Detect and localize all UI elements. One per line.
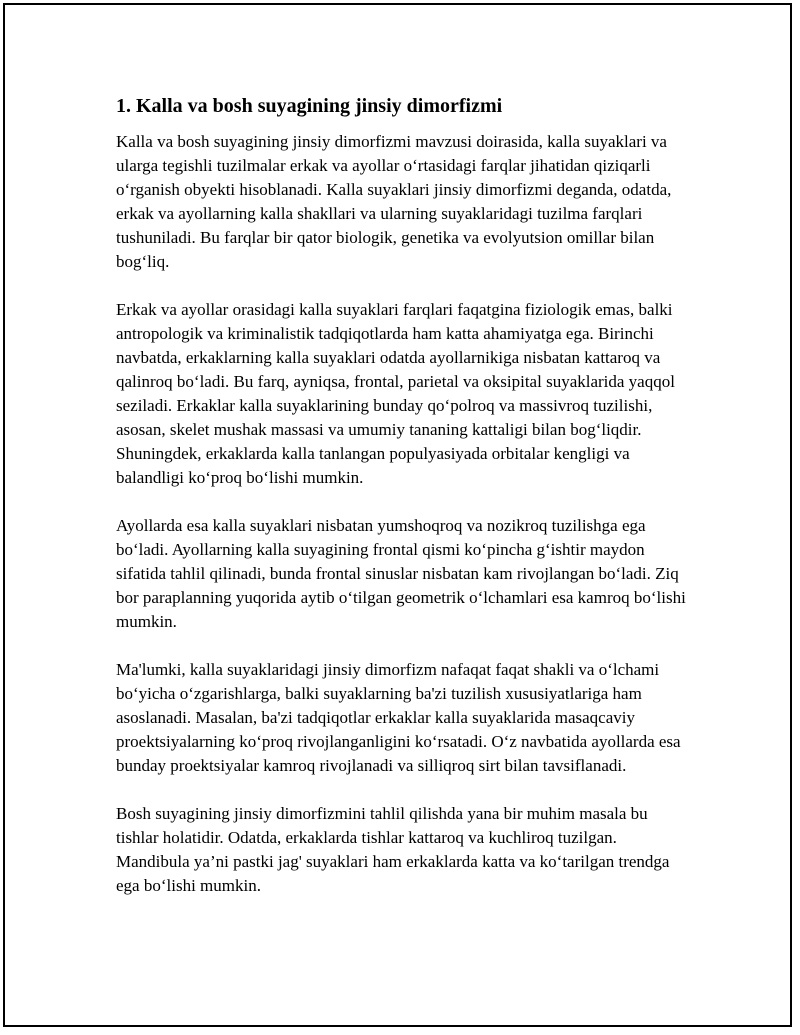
paragraph-4: Ma'lumki, kalla suyaklaridagi jinsiy dimorfizm nafaqat faqat shakli va o‘lchami bo‘yicha o‘zgarishlarga, balki suyaklarning ba'zi tuzilish xususiyatlariga ham asoslanadi. Masalan, ba'zi tadqiqotlar erkaklar kalla suyaklarida masaqcaviy proektsiyalarning ko‘proq rivojlanganligini ko‘rsatadi. O‘z navbatida ayollarda esa bunday proektsiyalar kamroq rivojlanadi va silliqroq sirt bilan tavsiflanadi. [116,660,681,775]
paragraph-2: Erkak va ayollar orasidagi kalla suyaklari farqlari faqatgina fiziologik emas, balki antropologik va kriminalistik tadqiqotlarda ham katta ahamiyatga ega. Birinchi navbatda, erkaklarning kalla suyaklari odatda ayollarnikiga nisbatan kattaroq va qalinroq bo‘ladi. Bu farq, ayniqsa, frontal, parietal va oksipital suyaklarida yaqqol seziladi. Erkaklar kalla suyaklarining bunday qo‘polroq va massivroq tuzilishi, asosan, skelet mushak massasi va umumiy tananing kattaligi bilan bog‘liqdir. Shuningdek, erkaklarda kalla tanlangan populyasiyada orbitalar kengligi va balandligi ko‘proq bo‘lishi mumkin. [116,300,675,487]
document-body [116,92,694,922]
section-heading: 1. Kalla va bosh suyagining jinsiy dimorfizmi [116,95,503,117]
paragraph-3: Ayollarda esa kalla suyaklari nisbatan yumshoqroq va nozikroq tuzilishga ega bo‘ladi. Ayollarning kalla suyagining frontal qismi ko‘pincha g‘ishtir maydon sifatida tahlil qilinadi, bunda frontal sinuslar nisbatan kam rivojlangan bo‘ladi. Ziq bor paraplanning yuqorida aytib o‘tilgan geometrik o‘lchamlari esa kamroq bo‘lishi mumkin. [116,516,686,631]
paragraph-1: Kalla va bosh suyagining jinsiy dimorfizmi mavzusi doirasida, kalla suyaklari va ularga tegishli tuzilmalar erkak va ayollar o‘rtasidagi farqlar jihatidan qiziqarli o‘rganish obyekti hisoblanadi. Kalla suyaklari jinsiy dimorfizmi deganda, odatda, erkak va ayollarning kalla shakllari va ularning suyaklaridagi tuzilma farqlari tushuniladi. Bu farqlar bir qator biologik, genetika va evolyutsion omillar bilan bog‘liq. [116,132,672,271]
paragraph-5: Bosh suyagining jinsiy dimorfizmini tahlil qilishda yana bir muhim masala bu tishlar holatidir. Odatda, erkaklarda tishlar kattaroq va kuchliroq tuzilgan. Mandibula ya’ni pastki jag' suyaklari ham erkaklarda katta va ko‘tarilgan trendga ega bo‘lishi mumkin. [116,804,670,895]
